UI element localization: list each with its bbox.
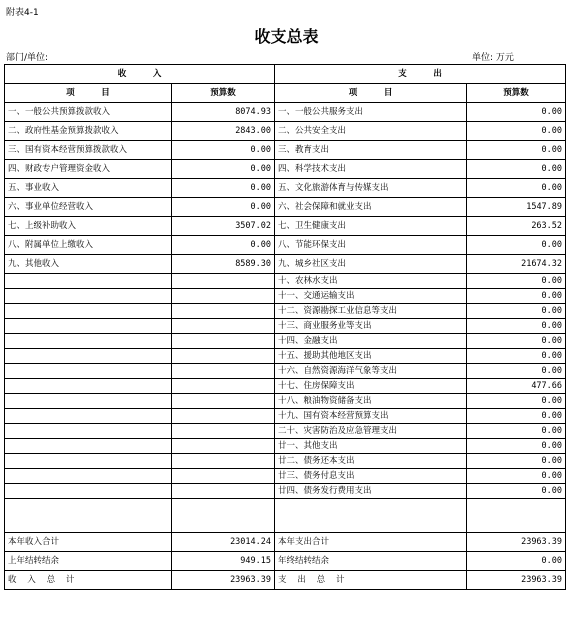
- income-value-cell-empty: [172, 409, 275, 424]
- income-value-cell-empty: [172, 349, 275, 364]
- income-item-cell-empty: [5, 484, 172, 499]
- table-row: [5, 236, 566, 255]
- income-item-cell-empty: [5, 319, 172, 334]
- expense-value-cell: 477.66: [467, 379, 566, 394]
- income-value-cell-empty: [172, 439, 275, 454]
- expense-item-cell: 七、卫生健康支出: [275, 217, 467, 236]
- income-value-cell: 2843.00: [172, 122, 275, 141]
- expense-value-cell: 0.00: [467, 319, 566, 334]
- expense-item-cell: 十五、援助其他地区支出: [275, 349, 467, 364]
- expense-section-header: 支 出: [275, 65, 566, 84]
- table-row: [5, 394, 566, 409]
- empty-cell: [275, 499, 467, 533]
- department-label: 部门/单位:: [6, 53, 49, 63]
- income-value-cell: 8589.30: [172, 255, 275, 274]
- empty-cell: [5, 499, 172, 533]
- income-total-label: 上年结转结余: [5, 552, 172, 571]
- income-item-cell: 六、事业单位经营收入: [5, 198, 172, 217]
- income-value-cell: 0.00: [172, 198, 275, 217]
- expense-value-cell: 0.00: [467, 160, 566, 179]
- income-item-cell: 七、上级补助收入: [5, 217, 172, 236]
- income-value-cell: 8074.93: [172, 103, 275, 122]
- income-value-cell-empty: [172, 424, 275, 439]
- expense-value-cell: 0.00: [467, 364, 566, 379]
- table-row: [5, 274, 566, 289]
- expense-item-cell: 三、教育支出: [275, 141, 467, 160]
- expense-value-cell: 0.00: [467, 349, 566, 364]
- income-item-cell-empty: [5, 274, 172, 289]
- table-row: [5, 334, 566, 349]
- table-row: [5, 484, 566, 499]
- income-expense-table: [4, 64, 566, 590]
- income-item-cell-empty: [5, 379, 172, 394]
- income-item-cell-empty: [5, 454, 172, 469]
- income-total-label: 本年收入合计: [5, 533, 172, 552]
- income-value-cell: 0.00: [172, 141, 275, 160]
- expense-total-value: 23963.39: [467, 571, 566, 590]
- expense-item-cell: 四、科学技术支出: [275, 160, 467, 179]
- expense-item-cell: 二十、灾害防治及应急管理支出: [275, 424, 467, 439]
- expense-value-cell: 1547.89: [467, 198, 566, 217]
- income-item-cell: 五、事业收入: [5, 179, 172, 198]
- expense-total-value: 0.00: [467, 552, 566, 571]
- expense-value-cell: 0.00: [467, 394, 566, 409]
- column-header-row: [5, 84, 566, 103]
- income-item-cell-empty: [5, 409, 172, 424]
- income-value-cell: 0.00: [172, 160, 275, 179]
- income-item-cell-empty: [5, 394, 172, 409]
- income-item-cell: 八、附属单位上缴收入: [5, 236, 172, 255]
- expense-item-cell: 十四、金融支出: [275, 334, 467, 349]
- income-value-cell-empty: [172, 454, 275, 469]
- expense-value-cell: 0.00: [467, 141, 566, 160]
- income-item-cell-empty: [5, 424, 172, 439]
- income-value-cell-empty: [172, 469, 275, 484]
- expense-budget-header: 预算数: [467, 84, 566, 103]
- table-row: [5, 439, 566, 454]
- income-value-cell-empty: [172, 334, 275, 349]
- income-item-cell: 四、财政专户管理资金收入: [5, 160, 172, 179]
- expense-item-cell: 十三、商业服务业等支出: [275, 319, 467, 334]
- expense-total-label: 支 出 总 计: [275, 571, 467, 590]
- table-row: [5, 103, 566, 122]
- income-value-cell-empty: [172, 274, 275, 289]
- table-row: [5, 424, 566, 439]
- expense-value-cell: 0.00: [467, 469, 566, 484]
- income-item-cell-empty: [5, 304, 172, 319]
- expense-item-cell: 九、城乡社区支出: [275, 255, 467, 274]
- income-value-cell-empty: [172, 289, 275, 304]
- table-row: [5, 319, 566, 334]
- appendix-label: 附表4-1: [6, 8, 39, 18]
- table-row: [5, 469, 566, 484]
- table-row: [5, 160, 566, 179]
- income-value-cell: 3507.02: [172, 217, 275, 236]
- expense-item-header: 项 目: [275, 84, 467, 103]
- expense-item-cell: 廿三、债务付息支出: [275, 469, 467, 484]
- income-total-value: 23963.39: [172, 571, 275, 590]
- table-row: [5, 409, 566, 424]
- income-item-cell-empty: [5, 469, 172, 484]
- table-row: [5, 379, 566, 394]
- expense-item-cell: 十、农林水支出: [275, 274, 467, 289]
- expense-value-cell: 0.00: [467, 409, 566, 424]
- expense-item-cell: 六、社会保障和就业支出: [275, 198, 467, 217]
- expense-value-cell: 21674.32: [467, 255, 566, 274]
- spacer-row: [5, 499, 566, 533]
- table-row: [5, 255, 566, 274]
- income-budget-header: 预算数: [172, 84, 275, 103]
- table-row: [5, 179, 566, 198]
- total-row: [5, 571, 566, 590]
- expense-item-cell: 十八、粮油物资储备支出: [275, 394, 467, 409]
- income-item-cell-empty: [5, 349, 172, 364]
- expense-item-cell: 八、节能环保支出: [275, 236, 467, 255]
- expense-item-cell: 十二、资源勘探工业信息等支出: [275, 304, 467, 319]
- income-value-cell-empty: [172, 394, 275, 409]
- income-section-header: 收 入: [5, 65, 275, 84]
- expense-item-cell: 十六、自然资源海洋气象等支出: [275, 364, 467, 379]
- table-row: [5, 454, 566, 469]
- income-total-label: 收 入 总 计: [5, 571, 172, 590]
- income-item-cell-empty: [5, 289, 172, 304]
- expense-item-cell: 十九、国有资本经营预算支出: [275, 409, 467, 424]
- table-row: [5, 217, 566, 236]
- expense-value-cell: 0.00: [467, 304, 566, 319]
- expense-item-cell: 五、文化旅游体育与传媒支出: [275, 179, 467, 198]
- expense-value-cell: 0.00: [467, 484, 566, 499]
- income-item-header: 项 目: [5, 84, 172, 103]
- table-row: [5, 289, 566, 304]
- expense-item-cell: 廿四、债务发行费用支出: [275, 484, 467, 499]
- table-row: [5, 349, 566, 364]
- expense-item-cell: 二、公共安全支出: [275, 122, 467, 141]
- expense-value-cell: 0.00: [467, 122, 566, 141]
- total-row: [5, 533, 566, 552]
- income-item-cell: 三、国有资本经营预算拨款收入: [5, 141, 172, 160]
- table-row: [5, 141, 566, 160]
- income-item-cell-empty: [5, 364, 172, 379]
- unit-label: 单位: 万元: [472, 53, 514, 63]
- table-row: [5, 122, 566, 141]
- expense-value-cell: 0.00: [467, 179, 566, 198]
- income-value-cell-empty: [172, 379, 275, 394]
- section-header-row: [5, 65, 566, 84]
- expense-value-cell: 0.00: [467, 236, 566, 255]
- expense-item-cell: 廿二、债务还本支出: [275, 454, 467, 469]
- expense-value-cell: 0.00: [467, 439, 566, 454]
- expense-total-label: 年终结转结余: [275, 552, 467, 571]
- page-title: 收支总表: [254, 27, 319, 46]
- expense-total-value: 23963.39: [467, 533, 566, 552]
- expense-item-cell: 十七、住房保障支出: [275, 379, 467, 394]
- income-value-cell: 0.00: [172, 179, 275, 198]
- income-item-cell: 一、一般公共预算拨款收入: [5, 103, 172, 122]
- empty-cell: [172, 499, 275, 533]
- income-value-cell: 0.00: [172, 236, 275, 255]
- expense-value-cell: 0.00: [467, 103, 566, 122]
- income-total-value: 23014.24: [172, 533, 275, 552]
- expense-value-cell: 263.52: [467, 217, 566, 236]
- expense-item-cell: 十一、交通运输支出: [275, 289, 467, 304]
- income-value-cell-empty: [172, 319, 275, 334]
- income-total-value: 949.15: [172, 552, 275, 571]
- table-row: [5, 198, 566, 217]
- income-value-cell-empty: [172, 304, 275, 319]
- expense-value-cell: 0.00: [467, 274, 566, 289]
- table-row: [5, 364, 566, 379]
- expense-value-cell: 0.00: [467, 289, 566, 304]
- expense-value-cell: 0.00: [467, 334, 566, 349]
- empty-cell: [467, 499, 566, 533]
- income-item-cell-empty: [5, 439, 172, 454]
- income-item-cell: 二、政府性基金预算拨款收入: [5, 122, 172, 141]
- income-item-cell-empty: [5, 334, 172, 349]
- table-row: [5, 304, 566, 319]
- income-item-cell: 九、其他收入: [5, 255, 172, 274]
- income-value-cell-empty: [172, 484, 275, 499]
- expense-item-cell: 廿一、其他支出: [275, 439, 467, 454]
- expense-value-cell: 0.00: [467, 454, 566, 469]
- income-value-cell-empty: [172, 364, 275, 379]
- expense-item-cell: 一、一般公共服务支出: [275, 103, 467, 122]
- expense-value-cell: 0.00: [467, 424, 566, 439]
- total-row: [5, 552, 566, 571]
- expense-total-label: 本年支出合计: [275, 533, 467, 552]
